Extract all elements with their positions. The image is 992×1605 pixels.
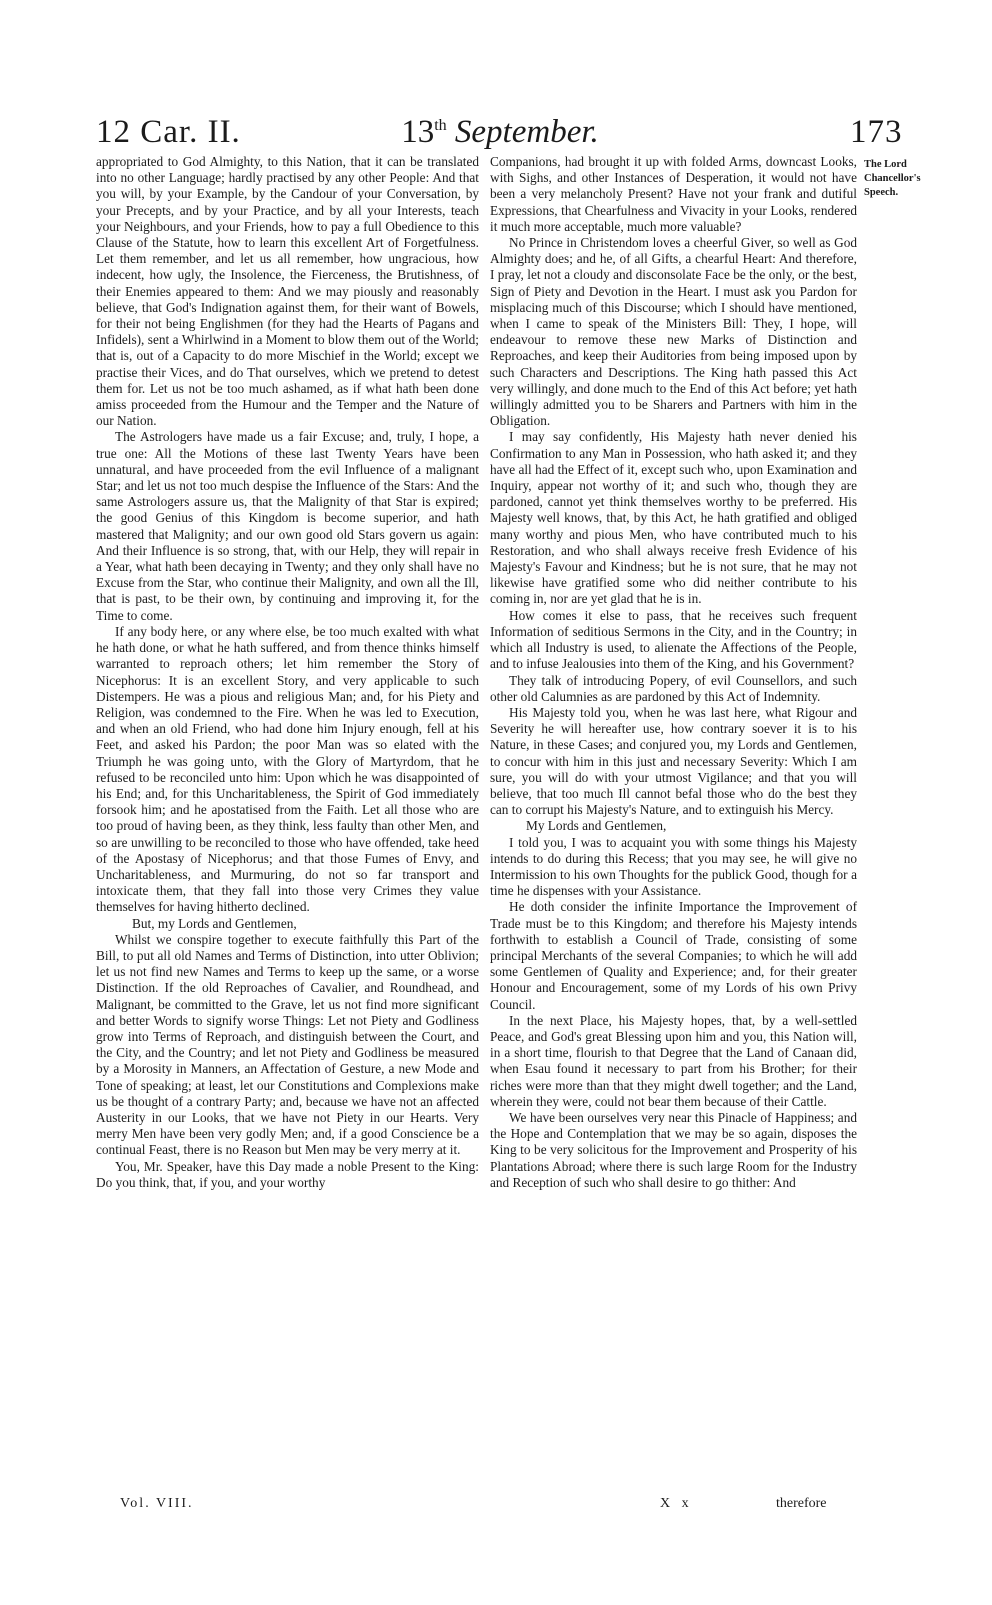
date-month: September. xyxy=(454,114,599,150)
paragraph: No Prince in Christendom loves a cheerful Giver, so well as God Almighty does; and he, of all Gifts, a chearful Heart: And therefore, I pray, let not a cloudy and disconsolate Face be the only, or the best, Sign of Piety and Devotion in the Heart. I must ask you Pardon for misplacing much of this Discourse; which I should have mentioned, when I came to speak of the Ministers Bill: They, I hope, will endeavour to remove these new Marks of Distinction and Reproaches, and keep their Auditories from being imposed upon by such Characters and Descriptions. The King hath passed this Act very willingly, and done much to the End of this Act before; yet hath willingly admitted you to be Sharers and Partners with him in the Obligation. xyxy=(490,235,857,429)
paragraph: Companions, had brought it up with folded Arms, downcast Looks, with Sighs, and other Instances of Desperation, it would not have been a very melancholy Present? Have not your frank and dutiful Expressions, that Chearfulness and Vivacity in your Looks, rendered it much more acceptable, much more valuable? xyxy=(490,154,857,234)
paragraph: The Astrologers have made us a fair Excuse; and, truly, I hope, a true one: All the Motions of these last Twenty Years have been unnatural, and have proceeded from the evil Influence of a malignant Star; and let us not too much despise the Influence of the Stars: And the same Astrologers assure us, that the Malignity of that Star is expired; the good Genius of this Kingdom is become superior, and hath mastered that Malignity; and our own good old Stars govern us again: And their Influence is so strong, that, with our Help, they will repair in a Year, what hath been decaying in Twenty; and they only shall have no Excuse from the Star, who continue their Malignity, and own all the Ill, that is past, to be their own, by continuing and improving it, for the Time to come. xyxy=(96,429,479,623)
left-column xyxy=(96,154,479,1191)
right-column xyxy=(490,154,857,1191)
paragraph: In the next Place, his Majesty hopes, that, by a well-settled Peace, and God's great Blessing upon him and you, this Nation will, in a short time, flourish to that Degree that the Land of Canaan did, when Esau found it necessary to part from his Brother; for their riches were more than that they might dwell together; and the Land, wherein they were, could not bear them because of their Cattle. xyxy=(490,1012,857,1109)
paragraph: He doth consider the infinite Importance the Improvement of Trade must be to this Kingdom; and therefore his Majesty intends forthwith to establish a Council of Trade, consisting of some principal Merchants of the several Companies; to which he will add some Gentlemen of Quality and Experience; and, for their greater Honour and Encouragement, some of my Lords of his own Privy Council. xyxy=(490,899,857,1012)
signature-mark: X x xyxy=(660,1496,693,1511)
volume-number: Vol. VIII. xyxy=(120,1496,194,1511)
salutation: But, my Lords and Gentlemen, xyxy=(132,915,297,931)
paragraph: We have been ourselves very near this Pinacle of Happiness; and the Hope and Contemplation that we may be so again, disposes the King to be very solicitous for the Improvement and Prosperity of his Plantations Abroad; where there is such large Room for the Industry and Reception of such who shall desire to go thither: And xyxy=(490,1109,857,1190)
paragraph: You, Mr. Speaker, have this Day made a noble Present to the King: Do you think, that, if you, and your worthy xyxy=(96,1158,479,1190)
date-day: 13 xyxy=(401,114,435,150)
date-ordinal: th xyxy=(434,117,447,134)
catchword: therefore xyxy=(776,1496,827,1511)
salutation: My Lords and Gentlemen, xyxy=(526,818,667,834)
paragraph: I told you, I was to acquaint you with some things his Majesty intends to do during this Recess; that you may see, he will give no Intermission to his own Thoughts for the publick Good, though for a time he dispenses with your Assistance. xyxy=(490,834,857,899)
paragraph: appropriated to God Almighty, to this Nation, that it can be translated into no other Language; hardly practised by any other People: And that you will, by your Example, by the Candour of your Conversation, by your Precepts, and by your Practice, and by all your Interests, teach your Neighbours, and your Friends, how to pay a full Obedience to this Clause of the Statute, how to learn this excellent Art of Forgetfulness. Let them remember, and let us all remember, how ungracious, how indecent, how ugly, the Insolence, the Fierceness, the Brutishness, of their Enemies appeared to them: And we may piously and reasonably believe, that God's Indignation against them, for their want of Bowels, for their not being Englishmen (for they had the Hearts of Pagans and Infidels), sent a Whirlwind in a Moment to blow them out of the World; that is, out of a Capacity to do more Mischief in the World; except we practise their Vices, and do That ourselves, which we pretend to detest them for. Let us not be too much ashamed, as if what hath been done amiss proceeded from the Humour and the Temper and the Nature of our Nation. xyxy=(96,154,479,429)
page-number: 173 xyxy=(850,114,903,150)
paragraph: They talk of introducing Popery, of evil Counsellors, and such other old Calumnies as are pardoned by this Act of Indemnity. xyxy=(490,672,857,704)
margin-note: The Lord Chancellor's Speech. xyxy=(864,159,921,198)
running-head-date xyxy=(380,112,620,152)
paragraph: How comes it else to pass, that he receives such frequent Information of seditious Sermons in the City, and in the Country; in which all Industry is used, to alienate the Affections of the People, and to infuse Jealousies into them of the King, and his Government? xyxy=(490,607,857,672)
paragraph: His Majesty told you, when he was last here, what Rigour and Severity he will hereafter use, how contrary soever it is to his Nature, in these Cases; and conjured you, my Lords and Gentlemen, to concur with him in this just and necessary Severity: Which I am sure, you will do with your utmost Vigilance; and that you will believe, that too much Ill cannot befal those who do the best they can to corrupt his Majesty's Nature, and to extinguish his Mercy. xyxy=(490,704,857,818)
paragraph: If any body here, or any where else, be too much exalted with what he hath done, or what he hath suffered, and from thence thinks himself warranted to reproach others; let him remember the Story of Nicephorus: It is an excellent Story, and very applicable to such Distempers. He was a pious and religious Man; and, for his Piety and Religion, was condemned to the Fire. When he was led to Execution, and when an old Friend, who had done him Injury enough, fell at his Feet, and asked his Pardon; the poor Man was so elated with the Triumph he was going unto, with the Glory of Martyrdom, that he refused to be reconciled unto him: Upon which he was disappointed of his End; and, for this Uncharitableness, the Spirit of God immediately forsook him; and he apostatised from the Faith. Let all those who are too proud of having been, as they think, less faulty than other Men, and so are unwilling to be reconciled to those who have offended, take heed of the Apostasy of Nicephorus; and that those Fumes of Envy, and Uncharitableness, and Murmuring, do not so far transport and intoxicate them, that they fall into those very Crimes they value themselves for having hitherto declined. xyxy=(96,623,479,915)
paragraph: Whilst we conspire together to execute faithfully this Part of the Bill, to put all old Names and Terms of Distinction, into utter Oblivion; let us not find new Names and Terms to keep up the same, or a worse Distinction. If the old Reproaches of Cavalier, and Roundhead, and Malignant, be committed to the Grave, let us not find more significant and better Words to signify worse Things: Let not Piety and Godliness grow into Terms of Reproach, and distinguish between the Court, and the City, and the Country; and let not Piety and Godliness be measured by a Morosity in Manners, an Affectation of Gesture, a new Mode and Tone of speaking; at least, let our Constitutions and Complexions make us be thought of a contrary Party; and, because we have not an affected Austerity in our Looks, that we have not Piety in our Hearts. Very merry Men have been very godly Men; and, if a good Conscience be a continual Feast, there is no Reason but Men may be very merry at it. xyxy=(96,931,479,1158)
paragraph: I may say confidently, His Majesty hath never denied his Confirmation to any Man in Possession, who hath asked it; and they have all had the Effect of it, except such who, upon Examination and Inquiry, appear not worthy of it; and such who, though they are pardoned, cannot yet think themselves worthy to be preferred. His Majesty well knows, that, by this Act, he hath gratified and obliged many worthy and pious Men, who have contributed much to his Restoration, and who shall always receive fresh Evidence of his Majesty's Favour and Kindness; but he is not sure, that he may not likewise have gratified some who did neither contribute to his coming in, nor are yet glad that he is in. xyxy=(490,429,857,607)
running-head-left: 12 Car. II. xyxy=(96,114,241,150)
